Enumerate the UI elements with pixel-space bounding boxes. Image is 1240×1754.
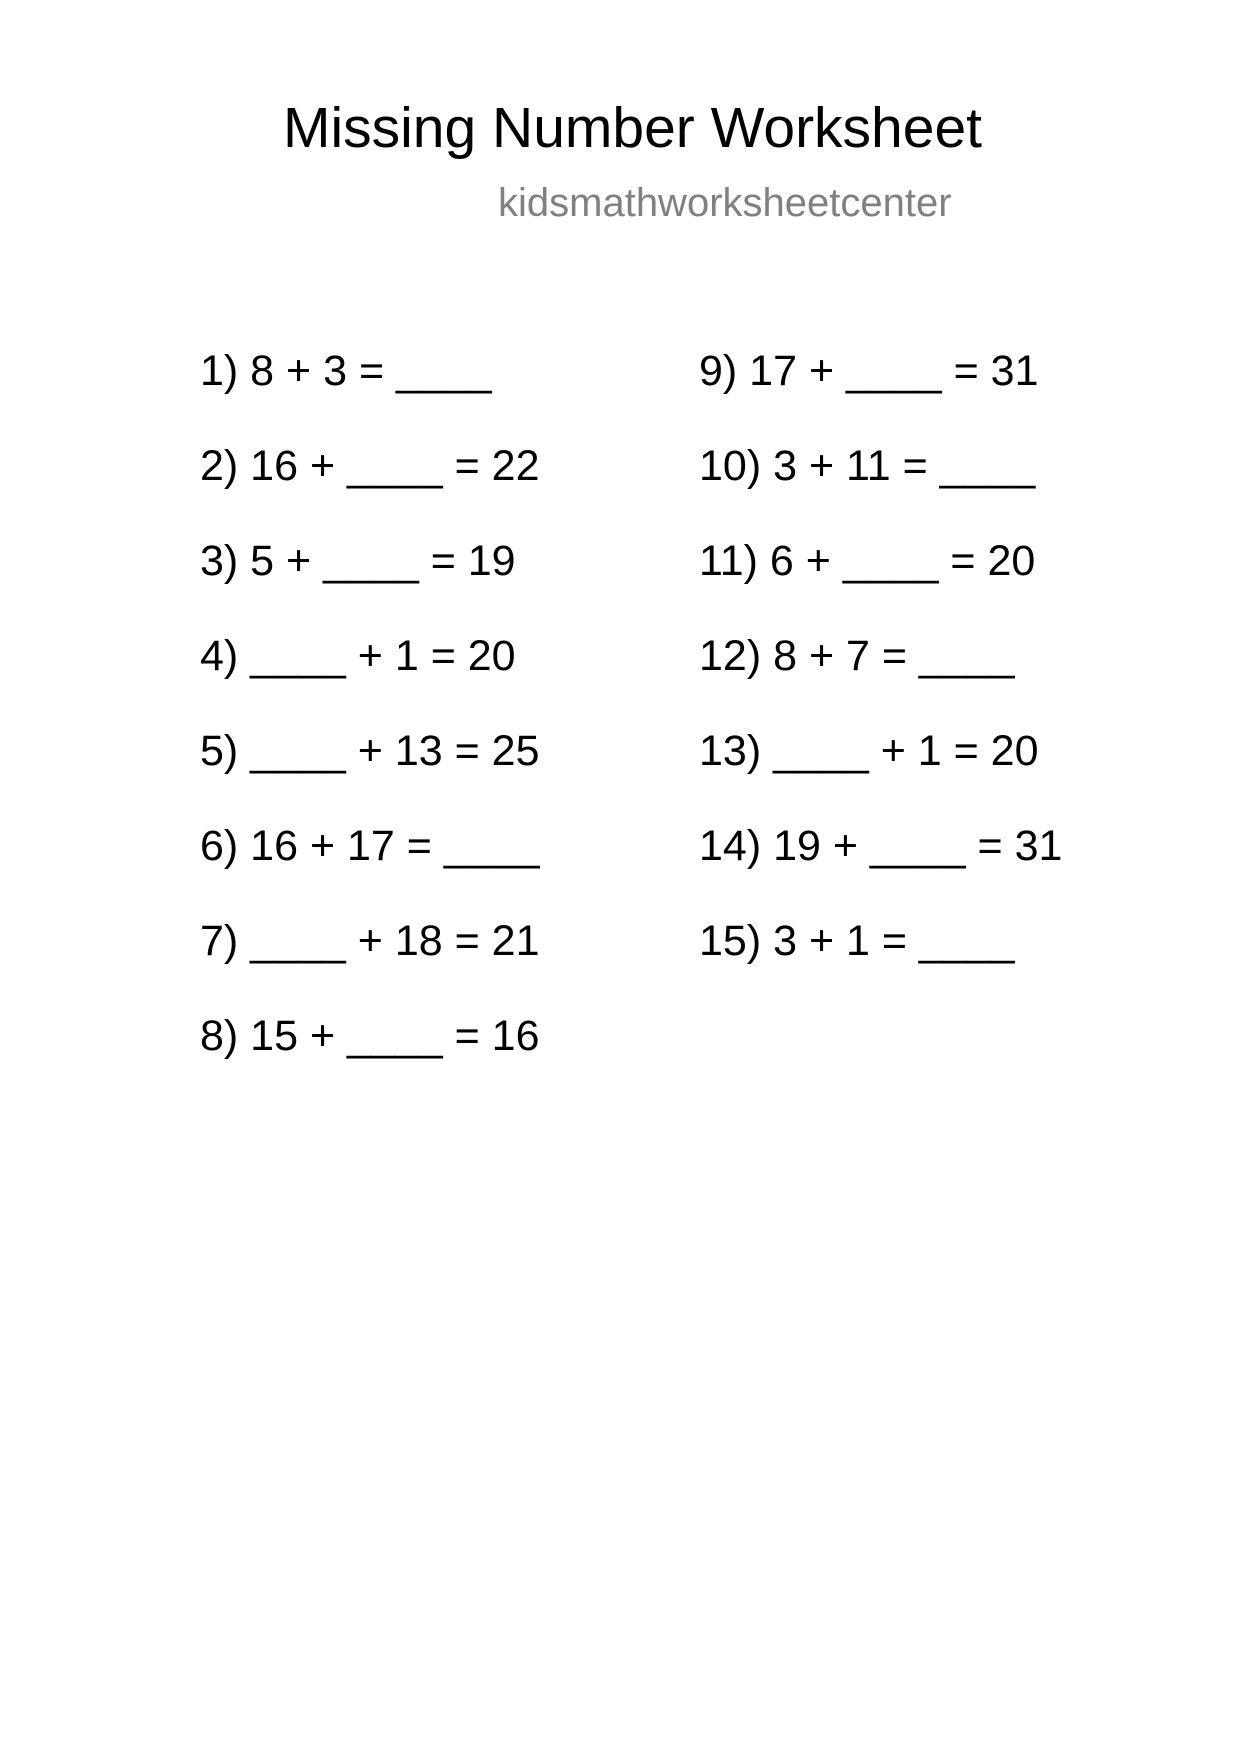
problem-6: 6) 16 + 17 = ____ (200, 822, 540, 870)
problem-5: 5) ____ + 13 = 25 (200, 727, 540, 775)
problem-4: 4) ____ + 1 = 20 (200, 632, 516, 680)
problem-11: 11) 6 + ____ = 20 (699, 537, 1036, 585)
problem-3: 3) 5 + ____ = 19 (200, 537, 516, 585)
problem-10: 10) 3 + 11 = ____ (699, 442, 1036, 490)
problem-7: 7) ____ + 18 = 21 (200, 917, 540, 965)
problem-8: 8) 15 + ____ = 16 (200, 1012, 540, 1060)
worksheet-title: Missing Number Worksheet (282, 96, 982, 160)
worksheet-subtitle: kidsmathworksheetcenter (498, 181, 952, 225)
problem-15: 15) 3 + 1 = ____ (699, 917, 1015, 965)
problem-12: 12) 8 + 7 = ____ (699, 632, 1015, 680)
problem-13: 13) ____ + 1 = 20 (699, 727, 1039, 775)
problem-14: 14) 19 + ____ = 31 (699, 822, 1063, 870)
problem-9: 9) 17 + ____ = 31 (699, 347, 1039, 395)
problem-2: 2) 16 + ____ = 22 (200, 442, 540, 490)
problems-right-column (699, 346, 1062, 1011)
problem-1: 1) 8 + 3 = ____ (200, 347, 492, 395)
problems-left-column (200, 346, 540, 1106)
